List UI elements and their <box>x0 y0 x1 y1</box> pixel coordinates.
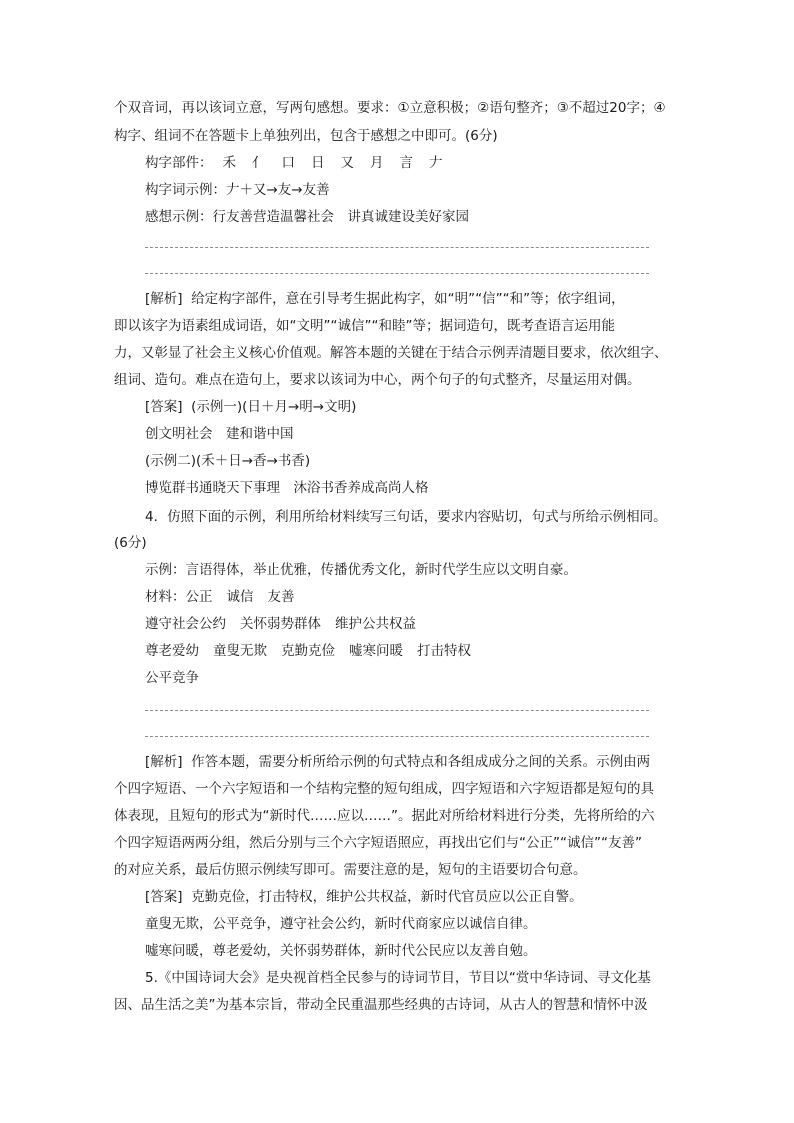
q3-analysis-line-2: 即以该字为语素组成词语，如“文明”“诚信”“和睦”等；据词造句，既考查语言运用能 <box>114 318 615 334</box>
q4-analysis-line-4: 个四字短语两两分组，然后分别与三个六字短语照应，再找出它们与“公正”“诚信”“友善” <box>114 835 642 851</box>
q4-answer-line-1: [答案] 克勤克俭，打击特权，维护公共权益，新时代官员应以公正自警。 <box>145 889 583 905</box>
q4-example: 示例：言语得体，举止优雅，传播优秀文化，新时代学生应以文明自豪。 <box>145 562 577 578</box>
q3-answer-line-1: [答案] (示例一)(日＋月→明→文明) <box>145 399 357 415</box>
answer-tag: [答案] <box>145 889 183 905</box>
q5-prompt-line-1: 5.《中国诗词大会》是央视首档全民参与的诗词节目，节目以“赏中华诗词、寻文化基 <box>145 970 651 986</box>
part-char: 𠂇 <box>429 155 443 171</box>
part-char: 日 <box>311 155 325 171</box>
q3-analysis-line-3: 力，又彰显了社会主义核心价值观。解答本题的关键在于结合示例弄清题目要求，依次组字、 <box>114 345 668 361</box>
q4-answer-line-3: 嘘寒问暖，尊老爱幼，关怀弱势群体，新时代公民应以友善自勉。 <box>145 943 537 959</box>
q3-example-word: 构字词示例：𠂇＋又→友→友善 <box>145 182 330 198</box>
q3-analysis-line-1: [解析] 给定构字部件，意在引导考生据此构字，如“明”“信”“和”等；依字组词， <box>145 291 625 307</box>
material-label: 材料： <box>145 589 186 605</box>
q3-prompt-line-1: 个双音词，再以该词立意，写两句感想。要求：①立意积极；②语句整齐；③不超过20字；④ <box>114 100 666 116</box>
q3-analysis-line-4: 组词、造句。难点在造句上，要求以该词为中心，两个句子的句式整齐，尽量运用对偶。 <box>114 372 641 388</box>
part-char: 口 <box>281 155 295 171</box>
part-char: 又 <box>340 155 354 171</box>
part-char: 月 <box>370 155 384 171</box>
q3-prompt-line-2: 构字、组词不在答题卡上单独列出，包含于感想之中即可。(6分) <box>114 128 498 144</box>
answer-tag: [答案] <box>145 399 183 415</box>
q4-prompt-line-2: (6分) <box>114 535 147 551</box>
q4-material-row-3: 尊老爱幼 童叟无欺 克勤克俭 嘘寒问暖 打击特权 <box>145 643 471 659</box>
answer-blank-line <box>145 247 649 248</box>
q4-analysis-line-1: [解析] 作答本题，需要分析所给示例的句式特点和各组成成分之间的关系。示例由两 <box>145 754 651 770</box>
analysis-tag: [解析] <box>145 754 183 770</box>
q4-material-row-2: 遵守社会公约 关怀弱势群体 维护公共权益 <box>145 616 416 632</box>
part-char: 亻 <box>252 155 266 171</box>
q4-analysis-line-3: 体表现，且短句的形式为“新时代……应以……”。据此对所给材料进行分类，先将所给的六 <box>114 808 655 824</box>
q4-material-row-4: 公平竞争 <box>145 670 199 686</box>
q3-parts-row <box>145 153 459 173</box>
q4-analysis-line-5: 的对应关系，最后仿照示例续写即可。需要注意的是，短句的主语要切合句意。 <box>114 862 587 878</box>
part-char: 禾 <box>222 155 236 171</box>
part-char: 言 <box>399 155 413 171</box>
parts-label: 构字部件： <box>145 155 213 171</box>
answer-blank-line <box>145 273 649 274</box>
q4-analysis-line-2: 个四字短语、一个六字短语和一个结构完整的短句组成，四字短语和六字短语都是短句的具 <box>114 781 654 797</box>
q4-material-row-1: 材料：公正 诚信 友善 <box>145 589 295 605</box>
q3-answer-line-3: (示例二)(禾＋日→香→书香) <box>145 453 311 469</box>
q4-prompt-line-1: 4．仿照下面的示例，利用所给材料续写三句话，要求内容贴切，句式与所给示例相同。 <box>145 509 667 525</box>
q4-answer-line-2: 童叟无欺，公平竞争，遵守社会公约，新时代商家应以诚信自律。 <box>145 916 537 932</box>
q5-prompt-line-2: 因、品生活之美”为基本宗旨，带动全民重温那些经典的古诗词，从古人的智慧和情怀中汲 <box>114 997 648 1013</box>
answer-blank-line <box>145 710 649 711</box>
answer-blank-line <box>145 736 649 737</box>
analysis-tag: [解析] <box>145 291 183 307</box>
q3-example-feel: 感想示例：行友善营造温馨社会 讲真诚建设美好家园 <box>145 209 469 225</box>
q3-answer-line-2: 创文明社会 建和谐中国 <box>145 426 294 442</box>
q3-answer-line-4: 博览群书通晓天下事理 沐浴书香养成高尚人格 <box>145 480 429 496</box>
